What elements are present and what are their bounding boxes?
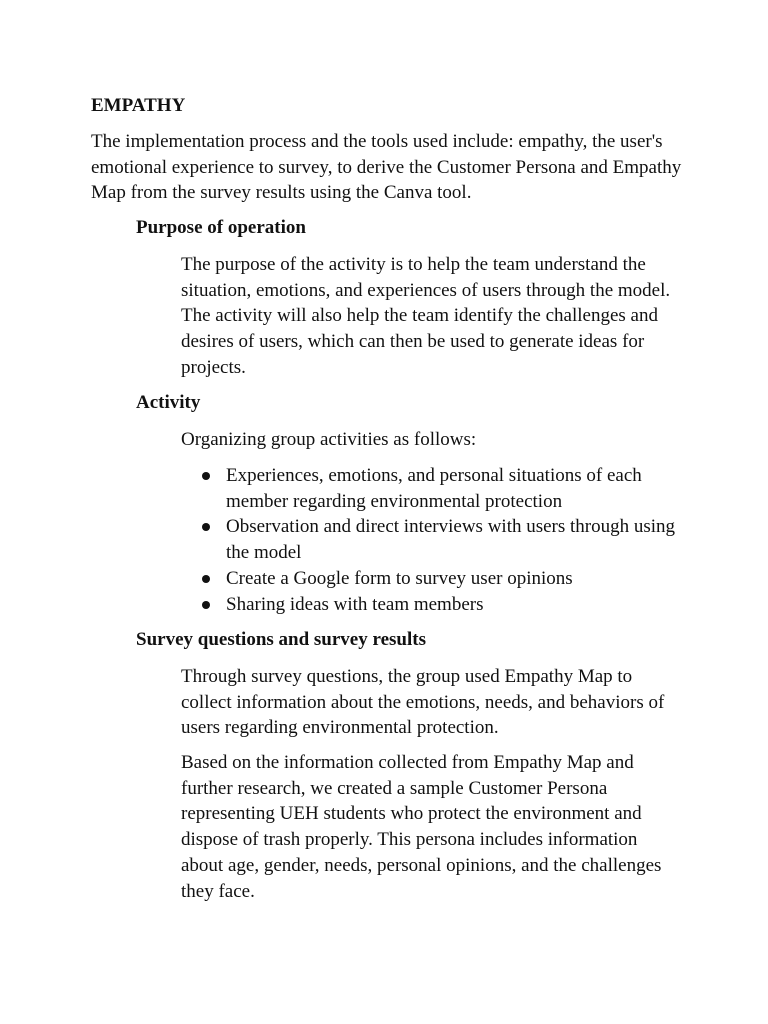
list-item-text: Observation and direct interviews with users through using the model	[226, 516, 676, 564]
bullet-icon	[202, 575, 210, 583]
activity-bullet-list	[181, 463, 681, 617]
list-item-text: Experiences, emotions, and personal situations of each member regarding environmental protection	[226, 465, 642, 512]
list-item-text: Create a Google form to survey user opinions	[226, 567, 573, 589]
purpose-heading: Purpose of operation	[136, 217, 306, 238]
intro-paragraph: The implementation process and the tools used include: empathy, the user's emotional experience to survey, to derive the Customer Persona and Empathy Map from the survey results using the Canva tool.	[91, 131, 682, 204]
list-item	[181, 514, 681, 565]
purpose-paragraph: The purpose of the activity is to help the team understand the situation, emotions, and experiences of users through the model. The activity will also help the team identify the challenges and desires of users, which can then be used to generate ideas for projects.	[181, 254, 671, 378]
bullet-icon	[202, 601, 210, 609]
bullet-icon	[202, 472, 210, 480]
list-item-text: Sharing ideas with team members	[226, 593, 484, 615]
document-title: EMPATHY	[91, 95, 186, 116]
activity-intro: Organizing group activities as follows:	[181, 429, 477, 450]
survey-heading: Survey questions and survey results	[136, 629, 426, 650]
activity-heading: Activity	[136, 392, 201, 413]
bullet-icon	[202, 523, 210, 531]
list-item	[181, 592, 681, 618]
list-item	[181, 566, 681, 592]
survey-paragraph-2: Based on the information collected from Empathy Map and further research, we created a sample Customer Persona representing UEH students who protect the environment and dispose of trash properly. This persona includes information about age, gender, needs, personal opinions, and the challenges they face.	[181, 752, 662, 902]
list-item	[181, 463, 681, 514]
survey-paragraph-1: Through survey questions, the group used Empathy Map to collect information about the emotions, needs, and behaviors of users regarding environmental protection.	[181, 666, 665, 739]
